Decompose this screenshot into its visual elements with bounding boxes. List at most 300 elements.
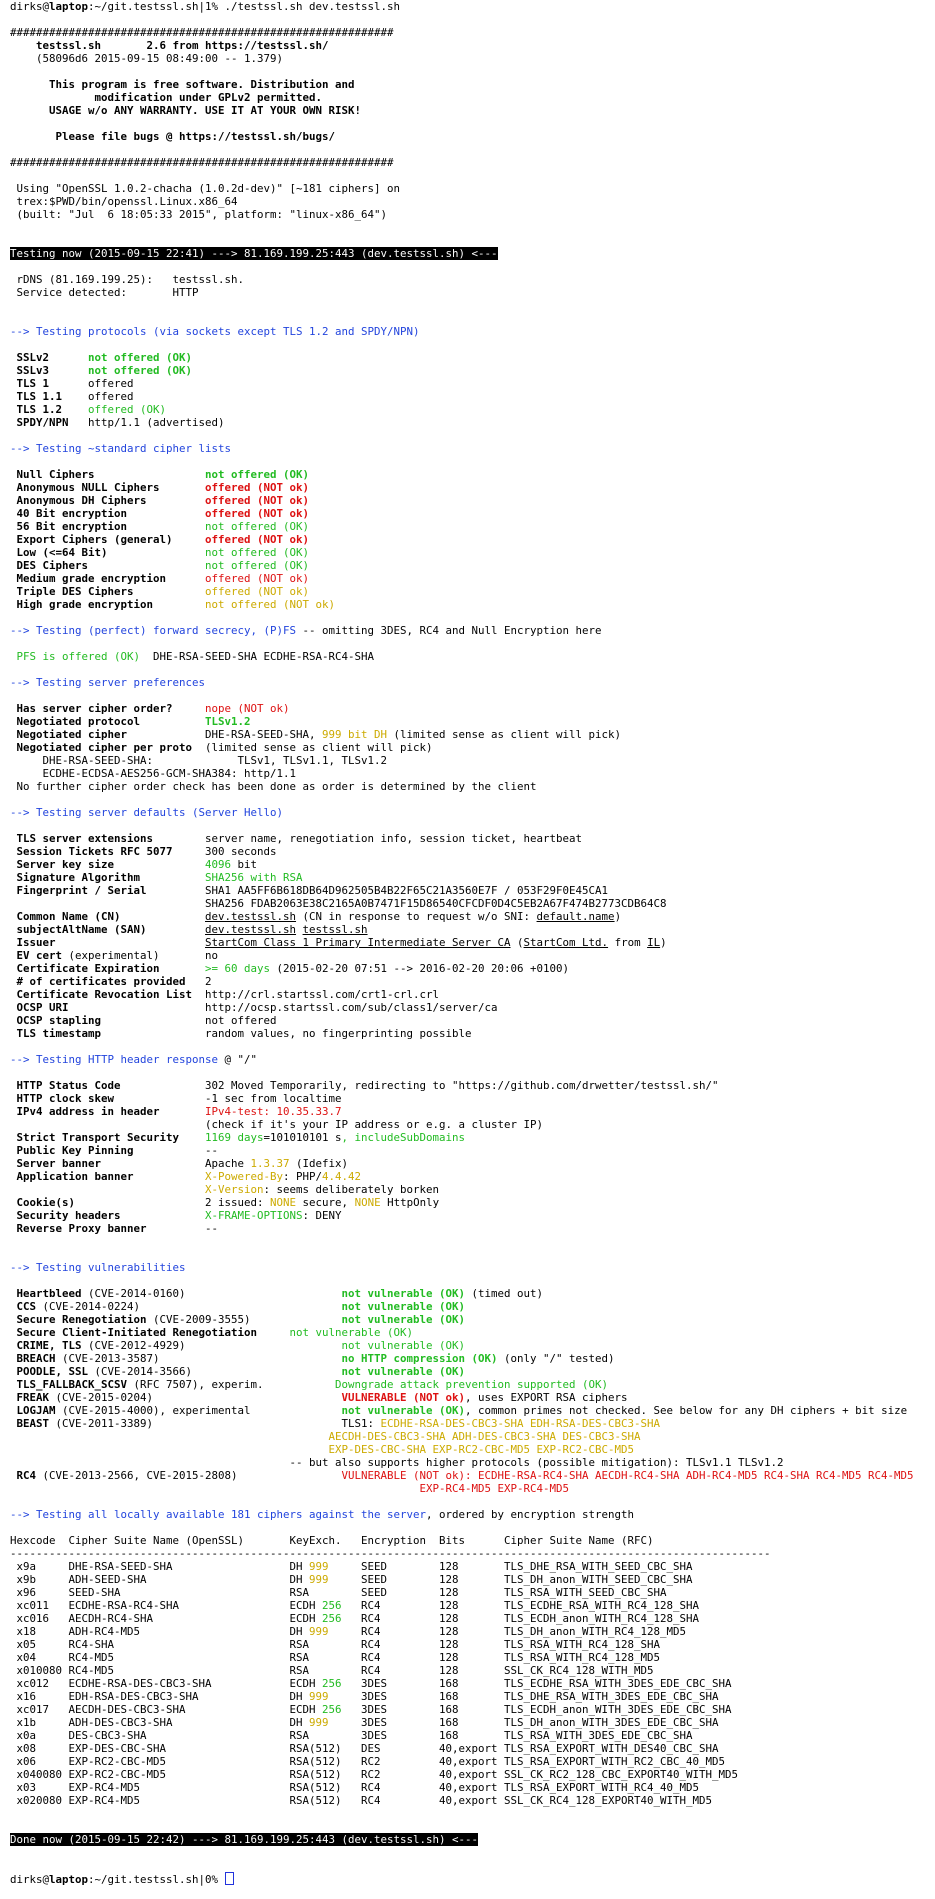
terminal-text-segment: -1 sec from localtime: [205, 1092, 342, 1105]
terminal-text-segment: OCSP stapling: [10, 1014, 206, 1027]
terminal-line: [10, 988, 935, 1001]
terminal-line: [10, 1105, 935, 1118]
terminal-text-segment: --> Testing all locally available 181 ciphers against the server: [10, 1508, 427, 1521]
terminal-line: [10, 286, 935, 299]
terminal-text-segment: DHE-RSA-SEED-SHA,: [205, 728, 323, 741]
terminal-text-segment: offered (NOT ok): [205, 507, 310, 520]
terminal-text-segment: (CVE-2014-3566): [88, 1365, 342, 1378]
terminal-line: [10, 1157, 935, 1170]
terminal-text-segment: POODLE, SSL: [10, 1365, 89, 1378]
terminal-text-segment: 3DES 168 TLS_ECDH_anon_WITH_3DES_EDE_CBC_SHA: [341, 1703, 732, 1716]
terminal-text-segment: offered: [88, 377, 134, 390]
terminal-line: [10, 351, 935, 364]
terminal-text-segment: offered (NOT ok): [205, 585, 310, 598]
terminal-text-segment: Done now (2015-09-15 22:42) ---> 81.169.199.25:443 (dev.testssl.sh) <---: [10, 1833, 479, 1846]
terminal-line: [10, 624, 935, 637]
terminal-line: [10, 962, 935, 975]
terminal-text-segment: SPDY/NPN: [10, 416, 89, 429]
terminal-cursor[interactable]: [225, 1872, 234, 1885]
terminal-line: [10, 1612, 935, 1625]
terminal-text-segment: x96 SEED-SHA RSA SEED 128 TLS_RSA_WITH_SEED_CBC_SHA: [10, 1586, 667, 1599]
terminal-text-segment: from: [608, 936, 648, 949]
terminal-text-segment: dev.testssl.sh: [205, 910, 297, 923]
terminal-text-segment: laptop: [49, 1873, 89, 1886]
terminal-text-segment: 300 seconds: [205, 845, 277, 858]
terminal-text-segment: AECDH-DES-CBC3-SHA ADH-DES-CBC3-SHA DES-CBC3-SHA: [328, 1430, 641, 1443]
terminal-text-segment: secure,: [296, 1196, 355, 1209]
terminal-line: [10, 1599, 935, 1612]
terminal-line: [10, 1690, 935, 1703]
terminal-text-segment: Using "OpenSSL 1.0.2-chacha (1.0.2d-dev)" [~181 ciphers] on: [10, 182, 401, 195]
terminal-line: [10, 780, 935, 793]
terminal-line: [10, 1014, 935, 1027]
terminal-line: [10, 117, 935, 130]
terminal-text-segment: laptop: [49, 0, 89, 13]
terminal-text-segment: Downgrade attack prevention supported (OK): [335, 1378, 609, 1391]
terminal-line: [10, 299, 935, 312]
terminal-text-segment: CRIME, TLS: [10, 1339, 82, 1352]
terminal-line: [10, 871, 935, 884]
terminal-line: [10, 819, 935, 832]
terminal-text-segment: StartCom Ltd.: [523, 936, 609, 949]
terminal-text-segment: [10, 1183, 205, 1196]
terminal-text-segment: TLSv1.2: [205, 715, 251, 728]
terminal-line: [10, 195, 935, 208]
terminal-text-segment: not offered (OK): [205, 520, 310, 533]
terminal-text-segment: Please file bugs @ https://testssl.sh/bugs/: [10, 130, 336, 143]
terminal-text-segment: no HTTP compression (OK): [341, 1352, 498, 1365]
terminal-text-segment: Apache: [205, 1157, 251, 1170]
terminal-text-segment: 256: [322, 1599, 342, 1612]
terminal-line: [10, 234, 935, 247]
terminal-text-segment: not offered (OK): [205, 546, 310, 559]
terminal-line: [10, 1183, 935, 1196]
terminal-line: [10, 182, 935, 195]
terminal-text-segment: (CVE-2015-0204): [49, 1391, 342, 1404]
terminal-text-segment: 1.3.37: [250, 1157, 290, 1170]
terminal-text-segment: x9b ADH-SEED-SHA DH: [10, 1573, 310, 1586]
terminal-text-segment: 999 bit DH: [322, 728, 388, 741]
terminal-text-segment: 999: [309, 1716, 329, 1729]
terminal-line: [10, 1196, 935, 1209]
terminal-line: [10, 1456, 935, 1469]
terminal-text-segment: --> Testing protocols: [10, 325, 147, 338]
terminal-text-segment: http://crl.startssl.com/crt1-crl.crl: [205, 988, 440, 1001]
terminal-text-segment: IPv4-test: 10.35.33.7: [205, 1105, 342, 1118]
terminal-text-segment: dirks@: [10, 1873, 50, 1886]
terminal-line: [10, 1391, 935, 1404]
terminal-text-segment: [10, 1430, 329, 1443]
terminal-text-segment: RC4: [10, 1469, 37, 1482]
terminal-text-segment: TLS timestamp: [10, 1027, 206, 1040]
terminal-text-segment: 4096: [205, 858, 232, 871]
terminal-line: [10, 1040, 935, 1053]
terminal-text-segment: ###########################################################: [10, 26, 394, 39]
terminal-line: [10, 793, 935, 806]
terminal-line: [10, 1066, 935, 1079]
terminal-text-segment: (limited sense as client will pick): [387, 728, 622, 741]
terminal-text-segment: Heartbleed: [10, 1287, 82, 1300]
terminal-text-segment: 1169 days: [205, 1131, 264, 1144]
terminal-text-segment: Cookie(s): [10, 1196, 206, 1209]
terminal-line: [10, 689, 935, 702]
terminal-text-segment: SEED 128 TLS_DHE_RSA_WITH_SEED_CBC_SHA: [328, 1560, 693, 1573]
terminal-line: [10, 533, 935, 546]
terminal-text-segment: dirks@: [10, 0, 50, 13]
terminal-text-segment: offered (NOT ok): [205, 572, 310, 585]
terminal-line: [10, 429, 935, 442]
terminal-text-segment: 3DES 168 TLS_DHE_RSA_WITH_3DES_EDE_CBC_SHA: [328, 1690, 719, 1703]
terminal-text-segment: not vulnerable (OK): [341, 1365, 466, 1378]
terminal-line: [10, 65, 935, 78]
terminal-line: [10, 143, 935, 156]
terminal-line: [10, 611, 935, 624]
terminal-text-segment: not offered (OK): [88, 351, 193, 364]
terminal-text-segment: , includeSubDomains: [341, 1131, 466, 1144]
terminal-text-segment: (CVE-2009-3555): [146, 1313, 342, 1326]
terminal-text-segment: x040080 EXP-RC2-CBC-MD5 RSA(512) RC2 40,export SSL_CK_RC2_128_CBC_EXPORT40_WITH_MD5: [10, 1768, 739, 1781]
terminal-line: [10, 273, 935, 286]
terminal-text-segment: Session Tickets RFC 5077: [10, 845, 206, 858]
terminal-text-segment: (CVE-2012-4929): [81, 1339, 342, 1352]
terminal-text-segment: --> Testing ~standard cipher lists: [10, 442, 232, 455]
terminal-text-segment: No further cipher order check has been done as order is determined by the client: [10, 780, 537, 793]
terminal-text-segment: nope (NOT ok): [205, 702, 290, 715]
terminal-text-segment: 2: [205, 975, 212, 988]
terminal-text-segment: OCSP URI: [10, 1001, 206, 1014]
terminal-line: [10, 1794, 935, 1807]
terminal-text-segment: =101010101 s: [263, 1131, 342, 1144]
terminal-text-segment: Export Ciphers (general): [10, 533, 206, 546]
terminal-line: [10, 468, 935, 481]
terminal-text-segment: Application banner: [10, 1170, 206, 1183]
terminal-text-segment: 2 issued:: [205, 1196, 271, 1209]
terminal-text-segment: http/1.1 (advertised): [88, 416, 225, 429]
terminal-text-segment: SSLv3: [10, 364, 89, 377]
terminal-text-segment: not offered (OK): [205, 468, 310, 481]
terminal-text-segment: bit: [231, 858, 258, 871]
terminal-text-segment: offered (NOT ok): [205, 494, 310, 507]
terminal-line: [10, 1235, 935, 1248]
terminal-line: [10, 1326, 935, 1339]
terminal-text-segment: :~/git.testssl.sh|0%: [88, 1873, 225, 1886]
terminal-text-segment: Anonymous DH Ciphers: [10, 494, 206, 507]
terminal-text-segment: TLS 1.2: [10, 403, 89, 416]
terminal-text-segment: HTTP clock skew: [10, 1092, 206, 1105]
terminal-line: [10, 338, 935, 351]
terminal-text-segment: : PHP/: [283, 1170, 323, 1183]
terminal-line: [10, 1560, 935, 1573]
terminal-line: [10, 1755, 935, 1768]
terminal-text-segment: High grade encryption: [10, 598, 206, 611]
terminal-text-segment: , ordered by encryption strength: [426, 1508, 635, 1521]
terminal-text-segment: not offered (OK): [88, 364, 193, 377]
terminal-text-segment: x16 EDH-RSA-DES-CBC3-SHA DH: [10, 1690, 310, 1703]
terminal-text-segment: not vulnerable (OK): [341, 1404, 466, 1417]
terminal-line: [10, 637, 935, 650]
terminal-text-segment: @ "/": [218, 1053, 258, 1066]
terminal-text-segment: Certificate Revocation List: [10, 988, 206, 1001]
terminal-line: [10, 1677, 935, 1690]
terminal-text-segment: ): [614, 910, 622, 923]
terminal-text-segment: (check if it's your IP address or e.g. a cluster IP): [10, 1118, 544, 1131]
terminal-text-segment: -- but also supports higher protocols (possible mitigation): TLSv1.1 TLSv1.2: [10, 1456, 784, 1469]
terminal-line: [10, 130, 935, 143]
terminal-line: [10, 1716, 935, 1729]
terminal-text-segment: HTTP Status Code: [10, 1079, 206, 1092]
terminal-line: [10, 247, 935, 260]
terminal-text-segment: 256: [322, 1677, 342, 1690]
terminal-text-segment: Common Name (CN): [10, 910, 206, 923]
terminal-text-segment: , uses EXPORT RSA ciphers: [465, 1391, 628, 1404]
terminal-text-segment: BEAST: [10, 1417, 50, 1430]
terminal-text-segment: SEED 128 TLS_DH_anon_WITH_SEED_CBC_SHA: [328, 1573, 693, 1586]
terminal-line: [10, 1469, 935, 1482]
terminal-text-segment: Public Key Pinning: [10, 1144, 206, 1157]
terminal-text-segment: SHA256 FDAB2063E38C2165A0B7471F15D86540CFCDF0D4C5EB2A67F474B2773CDB64C8: [10, 897, 667, 910]
terminal-line: [10, 260, 935, 273]
terminal-text-segment: SHA256 with RSA: [205, 871, 303, 884]
terminal-line: [10, 26, 935, 39]
terminal-text-segment: (CVE-2014-0224): [36, 1300, 342, 1313]
terminal-text-segment: EXP-DES-CBC-SHA EXP-RC2-CBC-MD5 EXP-RC2-CBC-MD5: [328, 1443, 635, 1456]
terminal-text-segment: 999: [309, 1625, 329, 1638]
terminal-text-segment: IL: [647, 936, 661, 949]
terminal-line: [10, 416, 935, 429]
terminal-line: [10, 1170, 935, 1183]
terminal-text-segment: default.name: [536, 910, 615, 923]
terminal-text-segment: ): [660, 936, 667, 949]
terminal-line: [10, 1703, 935, 1716]
terminal-line: [10, 1521, 935, 1534]
terminal-text-segment: Negotiated protocol: [10, 715, 206, 728]
terminal-line: [10, 455, 935, 468]
terminal-text-segment: 999: [309, 1560, 329, 1573]
terminal-text-segment: --> Testing server preferences: [10, 676, 206, 689]
terminal-line: [10, 949, 935, 962]
terminal-text-segment: ECDHE-RSA-DES-CBC3-SHA EDH-RSA-DES-CBC3-SHA: [380, 1417, 661, 1430]
terminal-text-segment: Medium grade encryption: [10, 572, 206, 585]
terminal-text-segment: Security headers: [10, 1209, 206, 1222]
terminal-line: [10, 39, 935, 52]
terminal-text-segment: # of certificates provided: [10, 975, 206, 988]
terminal-line: [10, 1625, 935, 1638]
terminal-text-segment: TLS 1: [10, 377, 89, 390]
terminal-text-segment: subjectAltName (SAN): [10, 923, 206, 936]
terminal-line: [10, 1313, 935, 1326]
terminal-text-segment: RC4 128 TLS_ECDH_anon_WITH_RC4_128_SHA: [341, 1612, 700, 1625]
terminal-line: [10, 806, 935, 819]
terminal-line: [10, 52, 935, 65]
terminal-text-segment: (timed out): [465, 1287, 544, 1300]
terminal-text-segment: (via sockets except TLS 1.2 and SPDY/NPN): [146, 325, 420, 338]
terminal-text-segment: http://ocsp.startssl.com/sub/class1/server/ca: [205, 1001, 498, 1014]
terminal-text-segment: rDNS (81.169.199.25): testssl.sh.: [10, 273, 245, 286]
terminal-text-segment: BREACH: [10, 1352, 56, 1365]
terminal-text-segment: IPv4 address in header: [10, 1105, 206, 1118]
terminal-text-segment: xc016 AECDH-RC4-SHA ECDH: [10, 1612, 323, 1625]
terminal-line: [10, 1131, 935, 1144]
terminal-line: [10, 1300, 935, 1313]
terminal-text-segment: VULNERABLE (NOT ok): ECDHE-RSA-RC4-SHA AECDH-RC4-SHA ADH-RC4-MD5 RC4-SHA RC4-MD5 RC4-MD5: [341, 1469, 914, 1482]
terminal-text-segment: EV cert: [10, 949, 63, 962]
terminal-line: [10, 1534, 935, 1547]
terminal-text-segment: (CVE-2013-3587): [55, 1352, 342, 1365]
terminal-line: [10, 377, 935, 390]
terminal-text-segment: 3DES 168 TLS_DH_anon_WITH_3DES_EDE_CBC_SHA: [328, 1716, 719, 1729]
terminal-line: [10, 156, 935, 169]
terminal-line: [10, 13, 935, 26]
terminal-line: [10, 897, 935, 910]
terminal-line: [10, 494, 935, 507]
terminal-line: [10, 1651, 935, 1664]
terminal-text-segment: Strict Transport Security: [10, 1131, 206, 1144]
terminal-text-segment: x08 EXP-DES-CBC-SHA RSA(512) DES 40,export TLS_RSA_EXPORT_WITH_DES40_CBC_SHA: [10, 1742, 719, 1755]
terminal-text-segment: SSLv2: [10, 351, 89, 364]
terminal-text-segment: testssl.sh: [302, 923, 368, 936]
terminal-text-segment: (CVE-2014-0160): [81, 1287, 342, 1300]
terminal-line: [10, 1092, 935, 1105]
terminal-line: [10, 507, 935, 520]
terminal-text-segment: :~/git.testssl.sh|1% ./testssl.sh dev.testssl.sh: [88, 0, 401, 13]
terminal-line: [10, 741, 935, 754]
terminal-text-segment: DHE-RSA-SEED-SHA ECDHE-RSA-RC4-SHA: [140, 650, 375, 663]
terminal-text-segment: --> Testing server defaults (Server Hello): [10, 806, 284, 819]
terminal-text-segment: (Idefix): [289, 1157, 349, 1170]
terminal-text-segment: x03 EXP-RC4-MD5 RSA(512) RC4 40,export TLS_RSA_EXPORT_WITH_RC4_40_MD5: [10, 1781, 700, 1794]
terminal-line: [10, 1482, 935, 1495]
terminal-text-segment: 256: [322, 1703, 342, 1716]
terminal-text-segment: RC4 128 TLS_DH_anon_WITH_RC4_128_MD5: [328, 1625, 687, 1638]
terminal-line: [10, 1508, 935, 1521]
terminal-text-segment: Hexcode Cipher Suite Name (OpenSSL) KeyExch. Encryption Bits Cipher Suite Name (RFC): [10, 1534, 654, 1547]
terminal-text-segment: Server key size: [10, 858, 206, 871]
terminal-text-segment: ###########################################################: [10, 156, 394, 169]
terminal-line: [10, 1586, 935, 1599]
terminal-line: [10, 91, 935, 104]
terminal-text-segment: not offered: [205, 1014, 277, 1027]
terminal-text-segment: 4.4.42: [322, 1170, 362, 1183]
terminal-text-segment: Low (<=64 Bit): [10, 546, 206, 559]
terminal-text-segment: x06 EXP-RC2-CBC-MD5 RSA(512) RC2 40,export TLS_RSA_EXPORT_WITH_RC2_CBC_40_MD5: [10, 1755, 726, 1768]
terminal-line: [10, 832, 935, 845]
terminal-text-segment: (limited sense as client will pick): [205, 741, 433, 754]
terminal-line: [10, 1859, 935, 1872]
terminal-text-segment: not offered (OK): [205, 559, 310, 572]
terminal-text-segment: offered (NOT ok): [205, 481, 310, 494]
terminal-text-segment: offered (OK): [88, 403, 167, 416]
terminal-text-segment: Secure Renegotiation: [10, 1313, 147, 1326]
terminal-line: [10, 1261, 935, 1274]
terminal-text-segment: x05 RC4-SHA RSA RC4 128 TLS_RSA_WITH_RC4_128_SHA: [10, 1638, 661, 1651]
terminal-line: [10, 1365, 935, 1378]
terminal-line: [10, 910, 935, 923]
terminal-text-segment: x020080 EXP-RC4-MD5 RSA(512) RC4 40,export SSL_CK_RC4_128_EXPORT40_WITH_MD5: [10, 1794, 713, 1807]
terminal-text-segment: --> Testing HTTP header response: [10, 1053, 219, 1066]
terminal-text-segment: Negotiated cipher per proto: [10, 741, 206, 754]
terminal-line: [10, 364, 935, 377]
terminal-text-segment: x9a DHE-RSA-SEED-SHA DH: [10, 1560, 310, 1573]
terminal-text-segment: --: [205, 1144, 219, 1157]
terminal-text-segment: modification under GPLv2 permitted.: [10, 91, 323, 104]
terminal-line: [10, 1209, 935, 1222]
terminal-text-segment: Fingerprint / Serial: [10, 884, 206, 897]
terminal-line: [10, 442, 935, 455]
terminal-text-segment: x0a DES-CBC3-SHA RSA 3DES 168 TLS_RSA_WITH_3DES_EDE_CBC_SHA: [10, 1729, 693, 1742]
terminal-line: [10, 390, 935, 403]
terminal-line: [10, 1027, 935, 1040]
terminal-line: [10, 208, 935, 221]
terminal-line: [10, 1404, 935, 1417]
terminal-text-segment: Testing now (2015-09-15 22:41) ---> 81.169.199.25:443 (dev.testssl.sh) <---: [10, 247, 498, 260]
terminal-text-segment: [10, 1443, 329, 1456]
terminal-line: [10, 520, 935, 533]
terminal-text-segment: not offered (NOT ok): [205, 598, 336, 611]
terminal-line: [10, 312, 935, 325]
terminal-line: [10, 1846, 935, 1859]
terminal-text-segment: Issuer: [10, 936, 206, 949]
terminal-line: [10, 403, 935, 416]
terminal-text-segment: dev.testssl.sh: [205, 923, 297, 936]
terminal-line: [10, 1872, 935, 1885]
terminal-line: [10, 754, 935, 767]
terminal-text-segment: xc017 AECDH-DES-CBC3-SHA ECDH: [10, 1703, 323, 1716]
terminal-text-segment: ECDHE-ECDSA-AES256-GCM-SHA384: http/1.1: [10, 767, 297, 780]
terminal-text-segment: (58096d6 2015-09-15 08:49:00 -- 1.379): [10, 52, 284, 65]
terminal-line: [10, 1573, 935, 1586]
terminal-line: [10, 1768, 935, 1781]
terminal-line: [10, 676, 935, 689]
terminal-text-segment: xc011 ECDHE-RSA-RC4-SHA ECDH: [10, 1599, 323, 1612]
terminal-text-segment: offered: [88, 390, 134, 403]
terminal-text-segment: x010080 RC4-MD5 RSA RC4 128 SSL_CK_RC4_128_WITH_MD5: [10, 1664, 654, 1677]
terminal-line: [10, 702, 935, 715]
terminal-line: [10, 1742, 935, 1755]
terminal-text-segment: (CVE-2011-3389) TLS1:: [49, 1417, 381, 1430]
terminal-text-segment: >= 60 days: [205, 962, 271, 975]
terminal-line: [10, 1638, 935, 1651]
terminal-line: [10, 650, 935, 663]
terminal-text-segment: server name, renegotiation info, session ticket, heartbeat: [205, 832, 583, 845]
terminal-line: [10, 546, 935, 559]
terminal-line: [10, 585, 935, 598]
terminal-line: [10, 1339, 935, 1352]
terminal-line: [10, 923, 935, 936]
terminal-text-segment: Server banner: [10, 1157, 206, 1170]
terminal-line: [10, 169, 935, 182]
terminal-line: [10, 1001, 935, 1014]
terminal-text-segment: Negotiated cipher: [10, 728, 206, 741]
terminal-text-segment: ---------------------------------------------------------------------------------------------------------------------: [10, 1547, 771, 1560]
terminal-text-segment: not vulnerable (OK): [341, 1300, 466, 1313]
terminal-line: [10, 1443, 935, 1456]
terminal-text-segment: (CVE-2013-2566, CVE-2015-2808): [36, 1469, 342, 1482]
terminal-text-segment: Certificate Expiration: [10, 962, 206, 975]
terminal-line: [10, 325, 935, 338]
terminal-text-segment: --> Testing (perfect) forward secrecy, (P)FS: [10, 624, 297, 637]
terminal-line: [10, 1079, 935, 1092]
terminal-text-segment: (experimental): [62, 949, 206, 962]
terminal-text-segment: FREAK: [10, 1391, 50, 1404]
terminal-line: [10, 1287, 935, 1300]
terminal-line: [10, 728, 935, 741]
terminal-line: [10, 1118, 935, 1131]
terminal-text-segment: testssl.sh 2.6 from https://testssl.sh/: [10, 39, 329, 52]
terminal-text-segment: Null Ciphers: [10, 468, 206, 481]
terminal-line: [10, 1222, 935, 1235]
terminal-text-segment: (: [510, 936, 524, 949]
terminal-line: [10, 767, 935, 780]
